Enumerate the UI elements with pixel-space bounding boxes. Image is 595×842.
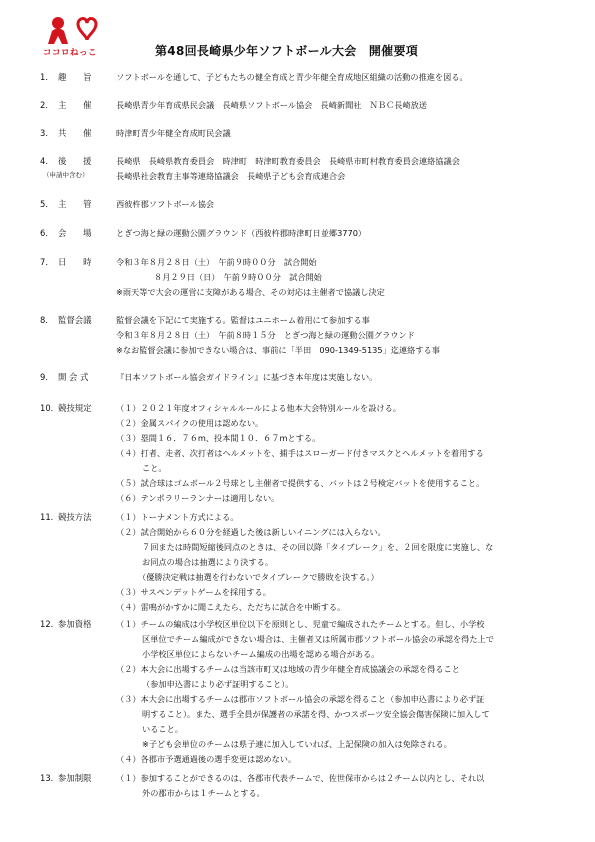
section-line: （優勝決定戦は抽選を行わないでタイブレークで勝敗を決する。）	[138, 572, 379, 582]
section-label: 趣 旨	[58, 72, 92, 82]
section-label: 競技方法	[58, 512, 92, 522]
section-line: 区単位でチーム編成ができない場合は、主催者又は所属市郡ソフトボール協会の承認を得た上で	[142, 634, 494, 644]
organization-logo	[40, 14, 100, 58]
section-number: 1．	[40, 72, 54, 82]
section-number: 9．	[40, 372, 54, 382]
heart-person-icon	[40, 14, 100, 48]
section-line: （１）２０２１年度オフィシャルルールによる他本大会特別ルールを設ける。	[116, 403, 401, 413]
section-number: 10．	[40, 403, 60, 413]
section-line: （参加申込書により必ず証明すること）。	[142, 679, 294, 689]
section-line: 令和３年８月２８日（土） 午前９時００分 試合開始	[116, 257, 317, 267]
section-line: お同点の場合は抽選により決する。	[142, 557, 274, 567]
section-line: 西彼杵郡ソフトボール協会	[116, 199, 215, 209]
section-line: 令和３年８月２８日（土） 午前８時１５分 とぎつ海と緑の運動公園グラウンド	[116, 330, 415, 340]
section-sublabel: （申請中含む）	[43, 171, 89, 179]
section-number: 5．	[40, 199, 54, 209]
section-line: 長崎県 長崎県教育委員会 時津町 時津町教育委員会 長崎県市町村教育委員会連絡協議会	[116, 156, 460, 166]
section-number: 11．	[40, 512, 60, 522]
section-body	[116, 98, 556, 113]
section-line: 時津町青少年健全育成町民会議	[116, 128, 231, 138]
section-line: ※雨天等で大会の運営に支障がある場合、その対応は主催者で協議し決定	[116, 287, 385, 297]
section-body	[116, 370, 556, 385]
section-line: （３）サスペンデットゲームを採用する。	[116, 587, 271, 597]
section-number: 12．	[40, 619, 60, 629]
section-line: ※なお監督会議に参加できない場合は、事前に「半田 090-1349-5135」迄連絡する事	[116, 345, 440, 355]
section-label: 主 管	[58, 199, 92, 209]
section-number: 4．	[40, 156, 54, 166]
section-body	[116, 510, 556, 615]
section-number: 8．	[40, 315, 54, 325]
section-line: （１）トーナメント方式による。	[116, 512, 239, 522]
section-line: 小学校区単位によらないチーム編成の出場を認める場合がある。	[142, 649, 380, 659]
section-line: （１）参加することができるのは、各郡市代表チームで、佐世保市からは２チーム以内とし、それ以	[116, 773, 485, 783]
section-line: いること。	[142, 724, 183, 734]
section-line: ソフトボールを通して、子どもたちの健全育成と青少年健全育成地区組織の活動の推進を図る。	[116, 72, 468, 82]
section-line: ７回または時間短縮後同点のときは、その回以降「タイブレーク」を、２回を限度に実施し、な	[142, 542, 494, 552]
section-line: （１）チームの編成は小学校区単位以下を原則とし、児童で編成されたチームとする。但し、小学校	[116, 619, 485, 629]
section-body	[116, 197, 556, 212]
section-label: 主 催	[58, 100, 92, 110]
section-line: 『日本ソフトボール協会ガイドライン』に基づき本年度は実施しない。	[116, 372, 378, 382]
section-body	[116, 617, 556, 767]
section-line: （３）本大会に出場するチームは郡市ソフトボール協会の承認を得ること（参加申込書により必ず証	[116, 694, 485, 704]
section-body	[116, 70, 556, 85]
section-line: （４）雷鳴がかすかに聞こえたら、ただちに試合を中断する。	[116, 602, 346, 612]
section-label: 開 会 式	[58, 372, 89, 382]
section-number: 6．	[40, 228, 54, 238]
section-label: 後 援	[58, 156, 92, 166]
section-line: （２）試合開始から６０分を経過した後は新しいイニングには入らない。	[116, 527, 386, 537]
section-body	[116, 255, 556, 300]
section-line: 長崎県社会教育主事等連絡協議会 長崎県子ども会育成連合会	[116, 171, 346, 181]
section-label: 参加制限	[58, 773, 92, 783]
section-line: （６）テンポラリーランナーは適用しない。	[116, 493, 280, 503]
section-line: （４）打者、走者、次打者はヘルメットを、捕手はスローガード付きマスクとヘルメットを着用する	[116, 448, 484, 458]
section-label: 競技規定	[58, 403, 92, 413]
section-line: 外の郡市からは１チームとする。	[142, 788, 265, 798]
section-line: （４）各郡市予選通過後の選手変更は認めない。	[116, 754, 297, 764]
section-number: 7．	[40, 257, 54, 267]
section-body	[116, 154, 556, 184]
section-number: 13．	[40, 773, 60, 783]
section-label: 参加資格	[58, 619, 92, 629]
section-label: 日 時	[58, 257, 92, 267]
section-label: 監督会議	[58, 315, 92, 325]
section-label: 共 催	[58, 128, 92, 138]
section-number: 3．	[40, 128, 54, 138]
section-line: ※子ども会単位のチームは県子連に加入していれば、上記保険の加入は免除される。	[142, 739, 452, 749]
section-line: （３）塁間１６．７６m、投本間１０．６７mとする。	[116, 433, 321, 443]
section-line: 明すること）。また、選手全員が保護者の承諾を得、かつスポーツ安全協会傷害保険に加入して	[142, 709, 490, 719]
section-line: 監督会議を下記にて実施する。監督はユニホーム着用にて参加する事	[116, 315, 370, 325]
section-line: ８月２９日（日） 午前９時００分 試合開始	[154, 272, 322, 282]
section-body	[116, 226, 556, 241]
section-line: （２）金属スパイクの使用は認めない。	[116, 418, 264, 428]
section-body	[116, 313, 556, 358]
logo-text: ココロねっこ	[42, 48, 97, 58]
page-title: 第48回長崎県少年ソフトボール大会 開催要項	[155, 44, 419, 58]
section-body	[116, 401, 556, 506]
section-body	[116, 126, 556, 141]
section-line: 長崎県青少年育成県民会議 長崎県ソフトボール協会 長崎新聞社 ＮＢＣ長崎放送	[116, 100, 427, 110]
section-label: 会 場	[58, 228, 92, 238]
section-number: 2．	[40, 100, 54, 110]
section-line: （５）試合球はゴムボール２号球とし主催者で提供する、バットは２号検定バットを使用すること。	[116, 478, 485, 488]
section-body	[116, 771, 556, 801]
section-line: とぎつ海と緑の運動公園グラウンド（西彼杵郡時津町日並郷3770）	[116, 228, 367, 238]
section-line: こと。	[142, 463, 167, 473]
section-line: （２）本大会に出場するチームは当該市町又は地域の青少年健全育成協議会の承認を得ること	[116, 664, 460, 674]
